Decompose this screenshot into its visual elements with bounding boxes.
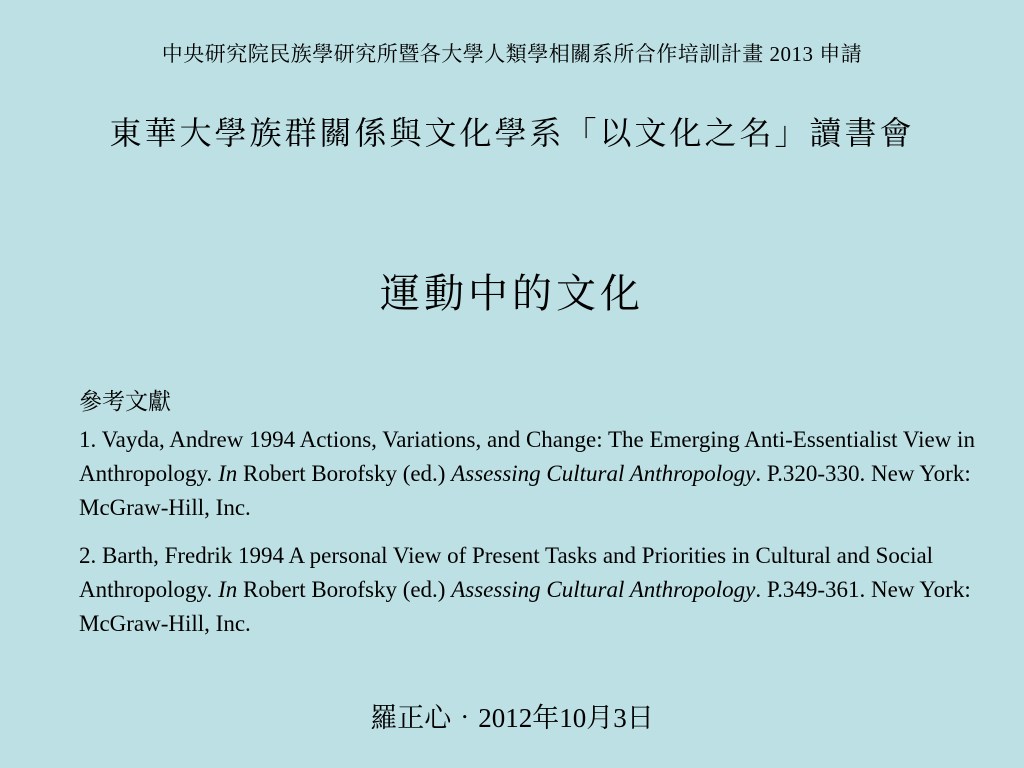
references-section <box>79 385 989 655</box>
program-suffix: 申請 <box>819 42 863 66</box>
reference-tail: . P.349-361. New York: McGraw-Hill, Inc. <box>79 577 971 636</box>
reference-editor: Robert Borofsky (ed.) <box>237 461 452 486</box>
program-name: 中央研究院民族學研究所暨各大學人類學相關系所合作培訓計畫 <box>161 42 764 66</box>
reference-book-title: Assessing Cultural Anthropology <box>451 461 756 486</box>
reference-item-2 <box>79 539 989 641</box>
reference-item-1 <box>79 423 989 525</box>
reading-group-title: 東華大學族群關係與文化學系「以文化之名」讀書會 <box>109 115 915 151</box>
reference-lead: 2. Barth, Fredrik 1994 A personal View of Present Tasks and Priorities in Cultural and Social Anthropology. <box>79 543 934 602</box>
reference-in: In <box>218 461 238 486</box>
reference-tail: . P.320-330. New York: McGraw-Hill, Inc. <box>79 461 971 520</box>
reference-in: In <box>218 577 238 602</box>
program-header <box>0 38 1024 68</box>
reference-book-title: Assessing Cultural Anthropology <box>451 577 756 602</box>
slide-title: 運動中的文化 <box>380 271 644 316</box>
program-year: 2013 <box>769 42 814 66</box>
presenter-date: 羅正心‧2012年10月3日 <box>370 703 654 733</box>
references-heading: 參考文獻 <box>79 389 171 414</box>
reference-editor: Robert Borofsky (ed.) <box>237 577 452 602</box>
reference-lead: 1. Vayda, Andrew 1994 Actions, Variations, and Change: The Emerging Anti-Essentialist View in Anthropology. <box>79 427 975 486</box>
